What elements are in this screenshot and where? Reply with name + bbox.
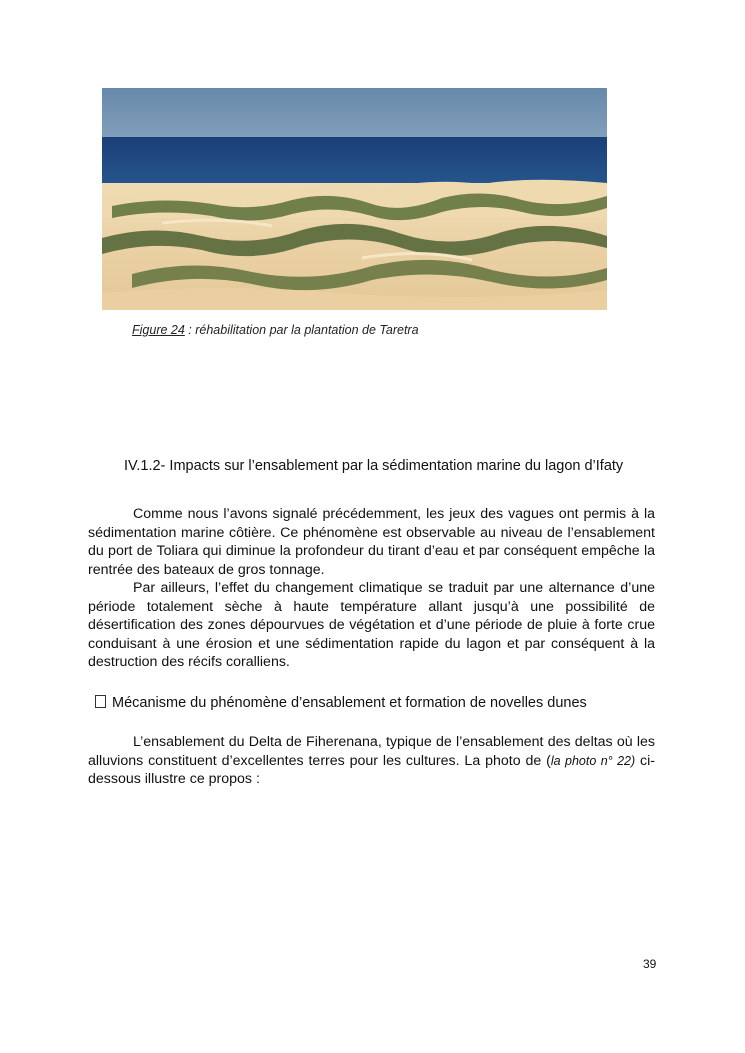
page-number: 39 [643,957,657,971]
figure-caption-text: : réhabilitation par la plantation de Taretra [184,323,419,337]
figure-24-photo [102,88,607,310]
paragraph-1-text: Comme nous l’avons signalé précédemment, les jeux des vagues ont permis à la sédimentation marine côtière. Ce phénomène est observable au niveau de l’ensablement du port de Toliara qui diminue la profondeur du tirant d’eau et par conséquent empêche la rentrée des bateaux de gros tonnage. [88,506,655,578]
paragraph-1 [88,505,655,579]
paragraph-2 [88,579,655,672]
bullet-item [95,695,587,711]
figure-number: Figure 24 [132,323,185,337]
paragraph-3-text-end: ci-dessous illustre ce propos : [88,752,655,788]
paragraph-3 [88,733,655,789]
figure-caption [132,323,419,337]
dune-landscape-image [102,88,607,310]
paragraph-3-text-start: L’ensablement du Delta de Fiherenana, typique de l’ensablement des deltas où les alluvions constituent d’excellentes terres pour les cultures. La photo de ( [88,734,655,769]
bullet-box-icon [95,695,106,708]
section-heading: IV.1.2- Impacts sur l’ensablement par la sédimentation marine du lagon d’Ifaty [124,458,624,474]
photo-reference: la photo n° 22) [550,753,636,768]
bullet-text: Mécanisme du phénomène d’ensablement et formation de novelles dunes [112,695,587,711]
paragraph-2-text: Par ailleurs, l’effet du changement climatique se traduit par une alternance d’une période totalement sèche à haute température allant jusqu’à une possibilité de désertification des zones dépourvues de végétation et d’une période de pluie à forte crue conduisant à une érosion et une sédimentation rapide du lagon et par conséquent à la destruction des récifs coralliens. [88,580,655,671]
